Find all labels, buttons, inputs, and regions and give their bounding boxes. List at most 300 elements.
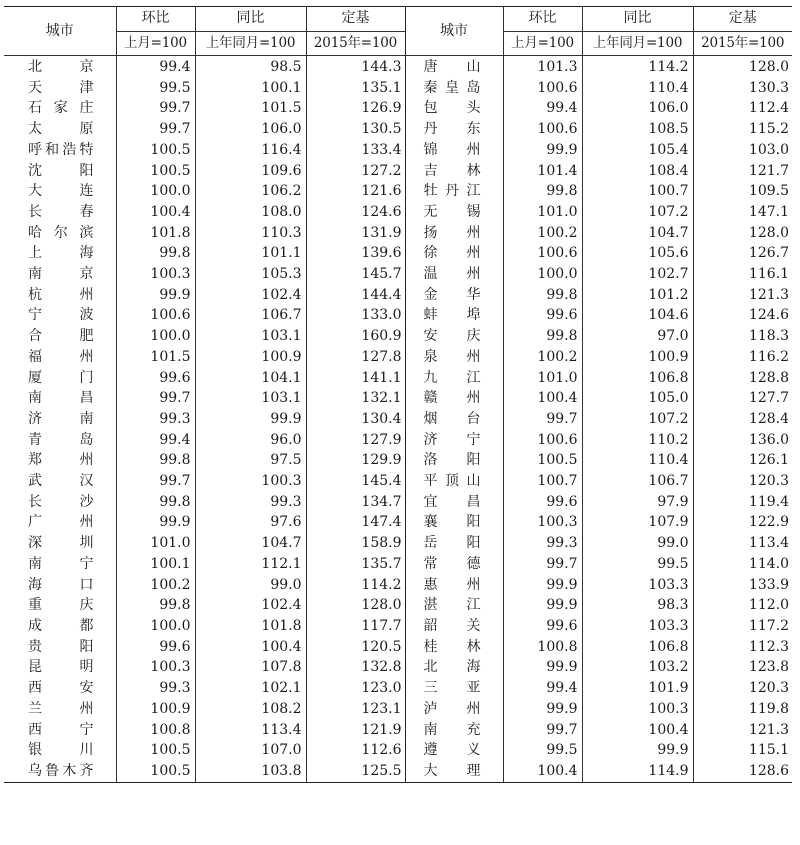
base-value-left: 133.4 (306, 140, 405, 161)
city-name-right: 锦州 (405, 140, 503, 161)
city-name-right: 常德 (405, 554, 503, 575)
city-name-left: 西宁 (28, 721, 94, 738)
mom-value-left: 100.0 (116, 326, 195, 347)
base-value-right: 121.7 (693, 161, 792, 182)
city-name-left: 呼和浩特 (28, 141, 94, 158)
table-row (4, 181, 792, 202)
yoy-value-left: 104.1 (195, 368, 306, 389)
mom-value-right: 99.4 (503, 98, 582, 119)
table-row (4, 637, 792, 658)
city-name-right: 包头 (405, 98, 503, 119)
mom-value-right: 100.2 (503, 223, 582, 244)
yoy-value-left: 100.1 (195, 78, 306, 99)
mom-value-right: 99.6 (503, 305, 582, 326)
yoy-value-right: 101.2 (582, 285, 693, 306)
base-value-right: 112.3 (693, 637, 792, 658)
mom-value-right: 99.8 (503, 181, 582, 202)
city-name-right: 扬州 (405, 223, 503, 244)
yoy-value-right: 103.3 (582, 575, 693, 596)
city-name-right: 丹东 (405, 119, 503, 140)
mom-value-right: 99.8 (503, 326, 582, 347)
mom-value-right: 101.3 (503, 56, 582, 78)
table-row (4, 305, 792, 326)
subheader-mom-right: 上月=100 (503, 31, 582, 56)
mom-value-right: 100.0 (503, 264, 582, 285)
base-value-right: 126.7 (693, 243, 792, 264)
base-value-right: 103.0 (693, 140, 792, 161)
yoy-value-left: 103.1 (195, 388, 306, 409)
yoy-value-left: 100.3 (195, 471, 306, 492)
base-value-left: 129.9 (306, 450, 405, 471)
base-value-left: 114.2 (306, 575, 405, 596)
mom-value-right: 99.6 (503, 492, 582, 513)
yoy-value-left: 97.6 (195, 512, 306, 533)
mom-value-right: 100.6 (503, 430, 582, 451)
mom-value-left: 100.9 (116, 699, 195, 720)
base-value-left: 121.9 (306, 720, 405, 741)
yoy-value-left: 97.5 (195, 450, 306, 471)
yoy-value-left: 101.5 (195, 98, 306, 119)
table-row (4, 575, 792, 596)
base-value-left: 127.9 (306, 430, 405, 451)
mom-value-right: 100.4 (503, 388, 582, 409)
base-value-right: 116.2 (693, 347, 792, 368)
mom-value-right: 99.3 (503, 533, 582, 554)
base-value-right: 126.1 (693, 450, 792, 471)
base-value-right: 147.1 (693, 202, 792, 223)
mom-value-right: 99.7 (503, 554, 582, 575)
yoy-value-right: 106.0 (582, 98, 693, 119)
city-name-left: 合肥 (28, 328, 94, 345)
base-value-right: 117.2 (693, 616, 792, 637)
mom-value-right: 99.7 (503, 720, 582, 741)
header-base-right: 定基 (693, 7, 792, 32)
city-name-left: 福州 (28, 348, 94, 365)
mom-value-left: 99.8 (116, 492, 195, 513)
city-name-left: 长沙 (28, 493, 94, 510)
base-value-right: 114.0 (693, 554, 792, 575)
yoy-value-left: 99.3 (195, 492, 306, 513)
base-value-left: 127.2 (306, 161, 405, 182)
base-value-right: 120.3 (693, 471, 792, 492)
yoy-value-right: 107.9 (582, 512, 693, 533)
city-name-right: 温州 (405, 264, 503, 285)
base-value-right: 136.0 (693, 430, 792, 451)
table-row (4, 78, 792, 99)
base-value-right: 119.8 (693, 699, 792, 720)
base-value-right: 119.4 (693, 492, 792, 513)
yoy-value-right: 110.4 (582, 78, 693, 99)
table-body (4, 56, 792, 783)
table-row (4, 119, 792, 140)
city-name-right: 惠州 (405, 575, 503, 596)
mom-value-right: 101.0 (503, 202, 582, 223)
price-index-table-sheet (4, 6, 792, 834)
yoy-value-left: 98.5 (195, 56, 306, 78)
base-value-left: 128.0 (306, 595, 405, 616)
base-value-right: 112.0 (693, 595, 792, 616)
subheader-base-right: 2015年=100 (693, 31, 792, 56)
mom-value-left: 100.0 (116, 181, 195, 202)
mom-value-left: 99.7 (116, 388, 195, 409)
mom-value-right: 99.6 (503, 616, 582, 637)
header-city-right: 城市 (405, 7, 503, 56)
yoy-value-left: 101.8 (195, 616, 306, 637)
city-name-left: 南昌 (28, 390, 94, 407)
mom-value-left: 101.8 (116, 223, 195, 244)
mom-value-right: 101.4 (503, 161, 582, 182)
yoy-value-right: 100.7 (582, 181, 693, 202)
base-value-right: 112.4 (693, 98, 792, 119)
city-name-right: 赣州 (405, 388, 503, 409)
mom-value-right: 99.8 (503, 285, 582, 306)
base-value-left: 144.3 (306, 56, 405, 78)
city-name-right: 三亚 (405, 678, 503, 699)
yoy-value-right: 106.8 (582, 637, 693, 658)
mom-value-right: 101.0 (503, 368, 582, 389)
subheader-yoy-left: 上年同月=100 (195, 31, 306, 56)
yoy-value-left: 110.3 (195, 223, 306, 244)
mom-value-left: 99.8 (116, 595, 195, 616)
yoy-value-left: 101.1 (195, 243, 306, 264)
mom-value-right: 100.4 (503, 761, 582, 782)
yoy-value-right: 110.2 (582, 430, 693, 451)
city-name-right: 宜昌 (405, 492, 503, 513)
table-row (4, 388, 792, 409)
yoy-value-left: 108.2 (195, 699, 306, 720)
city-name-left: 郑州 (28, 452, 94, 469)
city-name-left: 北京 (28, 59, 94, 75)
yoy-value-right: 99.9 (582, 740, 693, 761)
table-row (4, 699, 792, 720)
city-name-right: 桂林 (405, 637, 503, 658)
yoy-value-left: 107.0 (195, 740, 306, 761)
subheader-yoy-right: 上年同月=100 (582, 31, 693, 56)
base-value-left: 135.1 (306, 78, 405, 99)
yoy-value-right: 103.3 (582, 616, 693, 637)
yoy-value-left: 102.4 (195, 285, 306, 306)
city-name-left: 石家庄 (28, 100, 94, 117)
mom-value-right: 99.9 (503, 657, 582, 678)
base-value-right: 128.4 (693, 409, 792, 430)
city-name-left: 大连 (28, 183, 94, 200)
city-name-right: 南充 (405, 720, 503, 741)
mom-value-left: 99.7 (116, 98, 195, 119)
city-name-left: 重庆 (28, 597, 94, 614)
table-row (4, 533, 792, 554)
city-name-left: 深圳 (28, 535, 94, 552)
mom-value-right: 99.7 (503, 409, 582, 430)
city-name-left: 杭州 (28, 286, 94, 303)
table-row (4, 202, 792, 223)
yoy-value-right: 97.9 (582, 492, 693, 513)
mom-value-left: 100.5 (116, 740, 195, 761)
base-value-left: 123.1 (306, 699, 405, 720)
base-value-right: 123.8 (693, 657, 792, 678)
city-name-left: 海口 (28, 576, 94, 593)
mom-value-right: 99.9 (503, 575, 582, 596)
city-name-left: 兰州 (28, 700, 94, 717)
yoy-value-left: 106.2 (195, 181, 306, 202)
yoy-value-left: 109.6 (195, 161, 306, 182)
mom-value-right: 100.8 (503, 637, 582, 658)
city-name-left: 济南 (28, 410, 94, 427)
city-name-right: 洛阳 (405, 450, 503, 471)
city-name-left: 广州 (28, 514, 94, 531)
base-value-right: 122.9 (693, 512, 792, 533)
table-row (4, 243, 792, 264)
table-row (4, 450, 792, 471)
base-value-left: 141.1 (306, 368, 405, 389)
header-yoy-right: 同比 (582, 7, 693, 32)
table-row (4, 740, 792, 761)
city-name-left: 沈阳 (28, 162, 94, 179)
city-name-left: 成都 (28, 617, 94, 634)
city-name-left: 乌鲁木齐 (28, 762, 94, 779)
base-value-left: 112.6 (306, 740, 405, 761)
city-name-left: 昆明 (28, 659, 94, 676)
yoy-value-right: 108.5 (582, 119, 693, 140)
city-name-left: 银川 (28, 742, 94, 759)
base-value-left: 144.4 (306, 285, 405, 306)
city-name-right: 徐州 (405, 243, 503, 264)
base-value-right: 120.3 (693, 678, 792, 699)
base-value-right: 128.6 (693, 761, 792, 782)
base-value-left: 123.0 (306, 678, 405, 699)
yoy-value-left: 99.9 (195, 409, 306, 430)
table-row (4, 554, 792, 575)
yoy-value-right: 99.5 (582, 554, 693, 575)
yoy-value-right: 103.2 (582, 657, 693, 678)
yoy-value-left: 100.4 (195, 637, 306, 658)
base-value-left: 135.7 (306, 554, 405, 575)
yoy-value-right: 107.2 (582, 409, 693, 430)
base-value-left: 160.9 (306, 326, 405, 347)
mom-value-right: 100.6 (503, 243, 582, 264)
city-name-right: 安庆 (405, 326, 503, 347)
base-value-left: 132.1 (306, 388, 405, 409)
city-name-left: 哈尔滨 (28, 224, 94, 241)
yoy-value-left: 99.0 (195, 575, 306, 596)
yoy-value-left: 104.7 (195, 533, 306, 554)
mom-value-left: 100.3 (116, 657, 195, 678)
city-name-right: 无锡 (405, 202, 503, 223)
city-name-left: 武汉 (28, 473, 94, 490)
base-value-right: 128.0 (693, 223, 792, 244)
table-row (4, 678, 792, 699)
table-row (4, 285, 792, 306)
mom-value-left: 101.5 (116, 347, 195, 368)
mom-value-left: 99.4 (116, 430, 195, 451)
base-value-left: 120.5 (306, 637, 405, 658)
yoy-value-left: 103.8 (195, 761, 306, 782)
table-row (4, 368, 792, 389)
base-value-left: 158.9 (306, 533, 405, 554)
yoy-value-left: 107.8 (195, 657, 306, 678)
header-mom-left: 环比 (116, 7, 195, 32)
mom-value-left: 99.7 (116, 471, 195, 492)
city-name-left: 天津 (28, 79, 94, 96)
yoy-value-right: 99.0 (582, 533, 693, 554)
city-name-right: 平顶山 (405, 471, 503, 492)
yoy-value-right: 105.4 (582, 140, 693, 161)
base-value-right: 115.1 (693, 740, 792, 761)
base-value-left: 134.7 (306, 492, 405, 513)
price-index-table (4, 6, 792, 783)
base-value-right: 118.3 (693, 326, 792, 347)
city-name-right: 济宁 (405, 430, 503, 451)
mom-value-right: 100.2 (503, 347, 582, 368)
yoy-value-right: 100.9 (582, 347, 693, 368)
city-name-left: 上海 (28, 245, 94, 262)
table-row (4, 471, 792, 492)
city-name-left: 宁波 (28, 307, 94, 324)
base-value-left: 124.6 (306, 202, 405, 223)
base-value-right: 124.6 (693, 305, 792, 326)
city-name-left: 厦门 (28, 369, 94, 386)
base-value-left: 126.9 (306, 98, 405, 119)
mom-value-left: 100.3 (116, 264, 195, 285)
yoy-value-right: 106.7 (582, 471, 693, 492)
base-value-left: 132.8 (306, 657, 405, 678)
mom-value-right: 100.3 (503, 512, 582, 533)
mom-value-left: 100.6 (116, 305, 195, 326)
yoy-value-left: 108.0 (195, 202, 306, 223)
city-name-right: 泉州 (405, 347, 503, 368)
yoy-value-left: 102.4 (195, 595, 306, 616)
table-row (4, 657, 792, 678)
city-name-right: 岳阳 (405, 533, 503, 554)
yoy-value-left: 105.3 (195, 264, 306, 285)
yoy-value-left: 116.4 (195, 140, 306, 161)
yoy-value-right: 106.8 (582, 368, 693, 389)
table-row (4, 512, 792, 533)
city-name-right: 金华 (405, 285, 503, 306)
mom-value-left: 101.0 (116, 533, 195, 554)
base-value-right: 121.3 (693, 720, 792, 741)
yoy-value-right: 98.3 (582, 595, 693, 616)
city-name-left: 青岛 (28, 431, 94, 448)
yoy-value-right: 104.7 (582, 223, 693, 244)
mom-value-left: 100.4 (116, 202, 195, 223)
base-value-left: 145.4 (306, 471, 405, 492)
header-base-left: 定基 (306, 7, 405, 32)
base-value-left: 130.4 (306, 409, 405, 430)
base-value-left: 133.0 (306, 305, 405, 326)
city-name-left: 西安 (28, 680, 94, 697)
city-name-right: 泸州 (405, 699, 503, 720)
mom-value-left: 100.5 (116, 161, 195, 182)
table-row (4, 161, 792, 182)
base-value-left: 131.9 (306, 223, 405, 244)
table-row (4, 223, 792, 244)
base-value-right: 128.0 (693, 56, 792, 78)
mom-value-left: 99.7 (116, 119, 195, 140)
base-value-right: 109.5 (693, 181, 792, 202)
yoy-value-right: 102.7 (582, 264, 693, 285)
base-value-right: 113.4 (693, 533, 792, 554)
base-value-left: 125.5 (306, 761, 405, 782)
mom-value-left: 99.9 (116, 512, 195, 533)
subheader-mom-left: 上月=100 (116, 31, 195, 56)
header-city-left: 城市 (4, 7, 116, 56)
table-row (4, 720, 792, 741)
city-name-right: 秦皇岛 (405, 78, 503, 99)
mom-value-left: 99.8 (116, 450, 195, 471)
yoy-value-right: 100.4 (582, 720, 693, 741)
base-value-right: 121.3 (693, 285, 792, 306)
base-value-right: 127.7 (693, 388, 792, 409)
mom-value-left: 100.1 (116, 554, 195, 575)
yoy-value-left: 100.9 (195, 347, 306, 368)
table-row (4, 264, 792, 285)
yoy-value-right: 104.6 (582, 305, 693, 326)
header-mom-right: 环比 (503, 7, 582, 32)
yoy-value-left: 102.1 (195, 678, 306, 699)
mom-value-left: 99.4 (116, 56, 195, 78)
table-row (4, 98, 792, 119)
table-row (4, 430, 792, 451)
base-value-right: 130.3 (693, 78, 792, 99)
mom-value-right: 100.5 (503, 450, 582, 471)
mom-value-left: 99.3 (116, 678, 195, 699)
base-value-left: 121.6 (306, 181, 405, 202)
yoy-value-right: 114.2 (582, 56, 693, 78)
mom-value-right: 99.5 (503, 740, 582, 761)
city-name-right: 韶关 (405, 616, 503, 637)
city-name-right: 唐山 (405, 56, 503, 78)
mom-value-left: 100.0 (116, 616, 195, 637)
table-row (4, 409, 792, 430)
base-value-left: 127.8 (306, 347, 405, 368)
base-value-right: 128.8 (693, 368, 792, 389)
city-name-left: 南宁 (28, 555, 94, 572)
table-row (4, 492, 792, 513)
yoy-value-right: 101.9 (582, 678, 693, 699)
mom-value-left: 99.6 (116, 368, 195, 389)
city-name-right: 襄阳 (405, 512, 503, 533)
base-value-left: 117.7 (306, 616, 405, 637)
yoy-value-right: 108.4 (582, 161, 693, 182)
city-name-right: 大理 (405, 761, 503, 782)
base-value-right: 133.9 (693, 575, 792, 596)
mom-value-left: 99.5 (116, 78, 195, 99)
yoy-value-right: 97.0 (582, 326, 693, 347)
yoy-value-left: 113.4 (195, 720, 306, 741)
yoy-value-right: 114.9 (582, 761, 693, 782)
yoy-value-right: 100.3 (582, 699, 693, 720)
base-value-left: 139.6 (306, 243, 405, 264)
city-name-right: 烟台 (405, 409, 503, 430)
city-name-left: 南京 (28, 266, 94, 283)
mom-value-right: 99.9 (503, 140, 582, 161)
city-name-right: 蚌埠 (405, 305, 503, 326)
yoy-value-right: 105.6 (582, 243, 693, 264)
table-row (4, 326, 792, 347)
base-value-left: 147.4 (306, 512, 405, 533)
mom-value-right: 99.9 (503, 699, 582, 720)
mom-value-left: 99.8 (116, 243, 195, 264)
yoy-value-right: 107.2 (582, 202, 693, 223)
mom-value-right: 100.6 (503, 78, 582, 99)
city-name-right: 吉林 (405, 161, 503, 182)
city-name-right: 北海 (405, 657, 503, 678)
yoy-value-left: 106.0 (195, 119, 306, 140)
mom-value-right: 100.6 (503, 119, 582, 140)
subheader-base-left: 2015年=100 (306, 31, 405, 56)
yoy-value-left: 106.7 (195, 305, 306, 326)
city-name-left: 长春 (28, 203, 94, 220)
